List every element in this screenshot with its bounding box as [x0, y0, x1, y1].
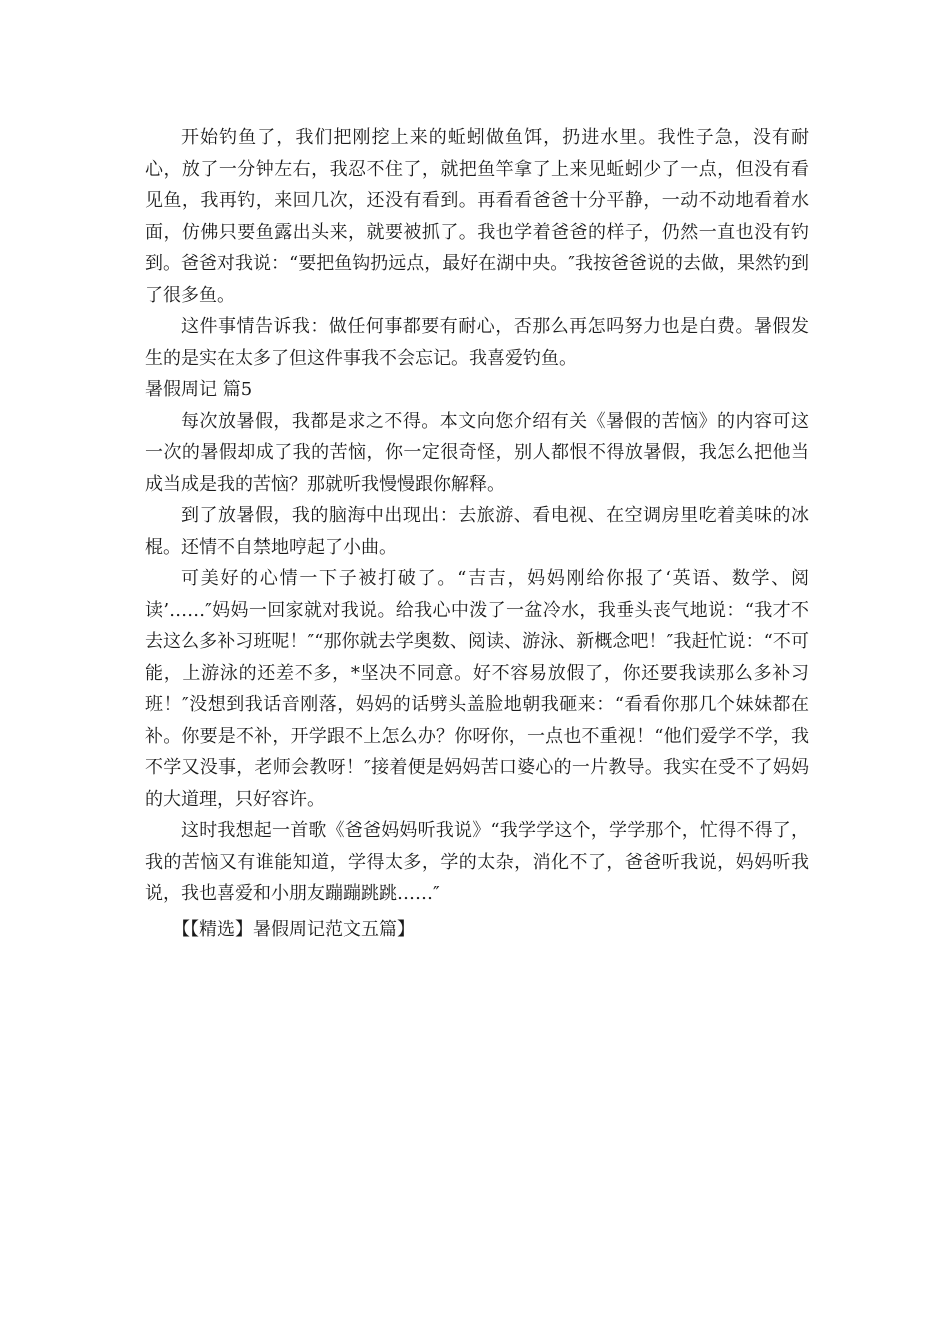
- paragraph-fishing: 开始钓鱼了，我们把刚挖上来的蚯蚓做鱼饵，扔进水里。我性子急，没有耐心，放了一分钟左右，我忍不住了，就把鱼竿拿了上来见蚯蚓少了一点，但没有看见鱼，我再钓，来回几次，还没有看到。再看看爸爸十分平静，一动不动地看着水面，仿佛只要鱼露出头来，就要被抓了。我也学着爸爸的样子，仍然一直也没有钓到。爸爸对我说：“要把鱼钩扔远点，最好在湖中央。″我按爸爸说的去做，果然钓到了很多鱼。: [145, 127, 809, 306]
- paragraph-intro: 每次放暑假，我都是求之不得。本文向您介绍有关《暑假的苦恼》的内容可这一次的暑假却成了我的苦恼，你一定很奇怪，别人都恨不得放暑假，我怎么把他当成当成是我的苦恼？那就听我慢慢跟你解释。: [145, 410, 809, 495]
- paragraph-tutoring: 可美好的心情一下子被打破了。“吉吉，妈妈刚给你报了‘英语、数学、阅读’……″妈妈一回家就对我说。给我心中泼了一盆冷水，我垂头丧气地说：“我才不去这么多补习班呢！″“那你就去学奥数、阅读、游泳、新概念吧！″我赶忙说：“不可能，上游泳的还差不多，*坚决不同意。好不容易放假了，你还要我读那么多补习班！″没想到我话音刚落，妈妈的话劈头盖脸地朝我砸来：“看看你那几个妹妹都在补。你要是不补，开学跟不上怎么办？你呀你，一点也不重视！“他们爱学不学，我不学又没事，老师会教呀！″接着便是妈妈苦口婆心的一片教导。我实在受不了妈妈的大道理，只好容许。: [145, 568, 809, 810]
- section-heading: 暑假周记 篇5: [145, 379, 253, 400]
- paragraph-song: 这时我想起一首歌《爸爸妈妈听我说》“我学学这个，学学那个，忙得不得了，我的苦恼又有谁能知道，学得太多，学的太杂，消化不了，爸爸听我说，妈妈听我说，我也喜爱和小朋友蹦蹦跳跳……″: [145, 820, 809, 904]
- footer-title: 【【精选】暑假周记范文五篇】: [172, 918, 415, 940]
- paragraph-vacation-plans: 到了放暑假，我的脑海中出现出：去旅游、看电视、在空调房里吃着美味的冰棍。还情不自禁地哼起了小曲。: [145, 505, 809, 558]
- document-page: [145, 122, 809, 945]
- paragraph-lesson: 这件事情告诉我：做任何事都要有耐心，否那么再怎吗努力也是白费。暑假发生的是实在太多了但这件事我不会忘记。我喜爱钓鱼。: [145, 316, 809, 369]
